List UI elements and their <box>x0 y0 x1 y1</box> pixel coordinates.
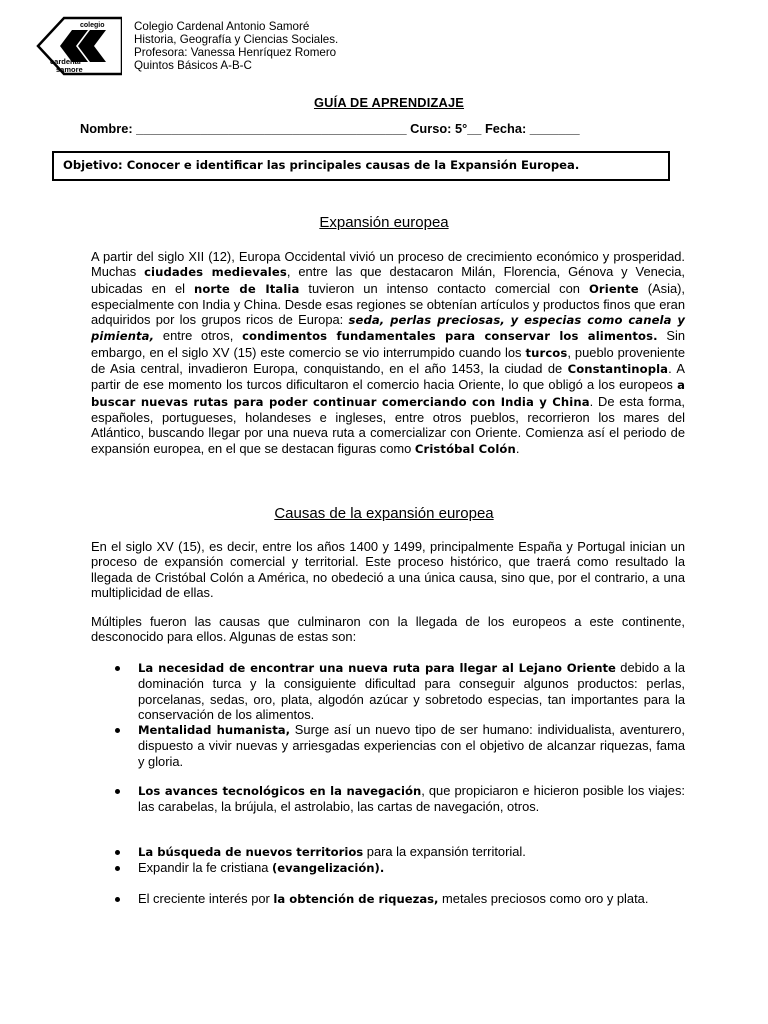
bold-run: Constantinopla <box>567 362 669 377</box>
text-run: El creciente interés por <box>138 891 274 906</box>
list-item <box>91 783 685 815</box>
text-run: (Asia), especialmente con India y China. Desde esas regiones se obtenían artículos y productos finos que eran adquiridos por los grupos ricos de Europa: <box>91 280 686 328</box>
text-run: metales preciosos como oro y plata. <box>438 891 649 906</box>
text-run: , pueblo proveniente de Asia central, invadieron Europa, conquistando, en el año 1453, la ciudad de <box>91 344 685 377</box>
objective-text: Objetivo: Conocer e identificar las principales causas de la Expansión Europea. <box>63 158 580 172</box>
text-run: tuvieron un intenso contacto comercial con <box>299 280 589 296</box>
bullet-icon <box>115 728 120 733</box>
bold-run: Cristóbal Colón <box>414 441 516 456</box>
bold-run: ciudades medievales <box>144 265 287 280</box>
svg-text:colegio: colegio <box>80 22 105 29</box>
svg-text:samore: samore <box>56 65 83 74</box>
causes-list-intro: Múltiples fueron las causas que culminaron con la llegada de los europeos a este continente, desconocido para ellos. Algunas de estas son: <box>91 614 685 645</box>
school-name: Colegio Cardenal Antonio Samoré <box>134 20 310 33</box>
text-run: , entre las que destacaron Milán, Florencia, Génova y Venecia, ubicadas en el <box>91 264 686 296</box>
student-info-line: Nombre: ______________________________________ Curso: 5°__ Fecha: _______ <box>80 121 580 136</box>
school-logo <box>36 16 122 76</box>
objective-box <box>52 151 670 181</box>
bold-run: Los avances tecnológicos en la navegación <box>138 784 422 798</box>
bold-run: Mentalidad humanista, <box>138 723 290 737</box>
list-item <box>91 860 685 876</box>
list-item <box>91 722 685 769</box>
bold-run: la obtención de riquezas, <box>273 892 439 906</box>
bullet-icon <box>115 897 120 902</box>
bold-run: condimentos fundamentales para conservar los alimentos. <box>242 329 658 344</box>
section-title-expansion: Expansión europea <box>319 214 449 231</box>
text-run: Sin embargo, en el siglo XV (15) este comercio se vio interrumpido cuando los <box>91 328 685 360</box>
text-run: . A partir de ese momento los turcos dificultaron el comercio hacia Oriente, lo que obligó a los europeos <box>91 361 685 393</box>
causes-intro-paragraph: En el siglo XV (15), es decir, entre los años 1400 y 1499, principalmente España y Portugal inician un proceso de expansión comercial y territorial. Este proceso histórico, que traerá como resultado la llegada de Cristóbal Colón a América, no obedeció a una única causa, sino que, por el contrario, a una multiplicidad de ellas. <box>91 539 685 600</box>
bullet-icon <box>115 789 120 794</box>
bold-run: La necesidad de encontrar una nueva ruta para llegar al Lejano Oriente <box>138 661 616 675</box>
teacher: Profesora: Vanessa Henríquez Romero <box>134 46 337 59</box>
list-item <box>91 891 685 907</box>
guide-title: GUÍA DE APRENDIZAJE <box>313 95 465 110</box>
text-run: . <box>515 440 520 456</box>
bold-run: turcos <box>525 345 568 360</box>
text-run: entre otros, <box>154 328 243 344</box>
bold-run: (evangelización). <box>272 861 385 875</box>
text-run: Surge así un nuevo tipo de ser humano: individualista, aventurero, dispuesto a vivir nuevas y arriesgadas experiencias con el objetivo de alcanzar riquezas, fama y gloria. <box>138 722 685 769</box>
text-run: Expandir la fe cristiana <box>138 860 272 875</box>
bold-run: norte de Italia <box>194 281 300 296</box>
bullet-icon <box>115 850 120 855</box>
bold-italic-run: seda, perlas preciosas, y especias como canela y pimienta, <box>91 313 685 344</box>
text-run: , que propiciaron e hicieron posible los viajes: las carabelas, la brújula, el astrolabio, las cartas de navegación, otros. <box>138 783 685 815</box>
department: Historia, Geografía y Ciencias Sociales. <box>134 33 339 46</box>
bold-run: Oriente <box>588 281 639 296</box>
text-run: . De esta forma, españoles, portugueses, holandeses e ingleses, entre otros pueblos, recorrieron los mares del Atlántico, buscando llegar por una nueva ruta a comercializar con Oriente. Comienza así el periodo de expansión europea, en el que se destacan figuras como <box>91 393 685 456</box>
bullet-icon <box>115 666 120 671</box>
bullet-icon <box>115 866 120 871</box>
expansion-paragraph <box>91 249 685 457</box>
bold-run: a buscar nuevas rutas para poder continuar comerciando con India y China <box>91 378 685 409</box>
text-run: para la expansión territorial. <box>363 844 526 859</box>
school-info <box>134 20 338 72</box>
text-run: A partir del siglo XII (12), Europa Occidental vivió un proceso de crecimiento económico y prosperidad. Muchas <box>91 249 685 280</box>
bold-run: La búsqueda de nuevos territorios <box>138 845 364 859</box>
text-run: debido a la dominación turca y la consiguiente dificultad para conseguir algunos productos: perlas, porcelanas, sedas, oro, plata, algodón azúcar y sobretodo especias, tan importantes para la conservación de los alimentos. <box>138 660 686 722</box>
svg-text:cardenal: cardenal <box>50 57 81 66</box>
grade-level: Quintos Básicos A-B-C <box>134 59 252 72</box>
list-item <box>91 844 685 860</box>
list-item <box>91 660 685 722</box>
section-title-causes: Causas de la expansión europea <box>274 505 494 522</box>
